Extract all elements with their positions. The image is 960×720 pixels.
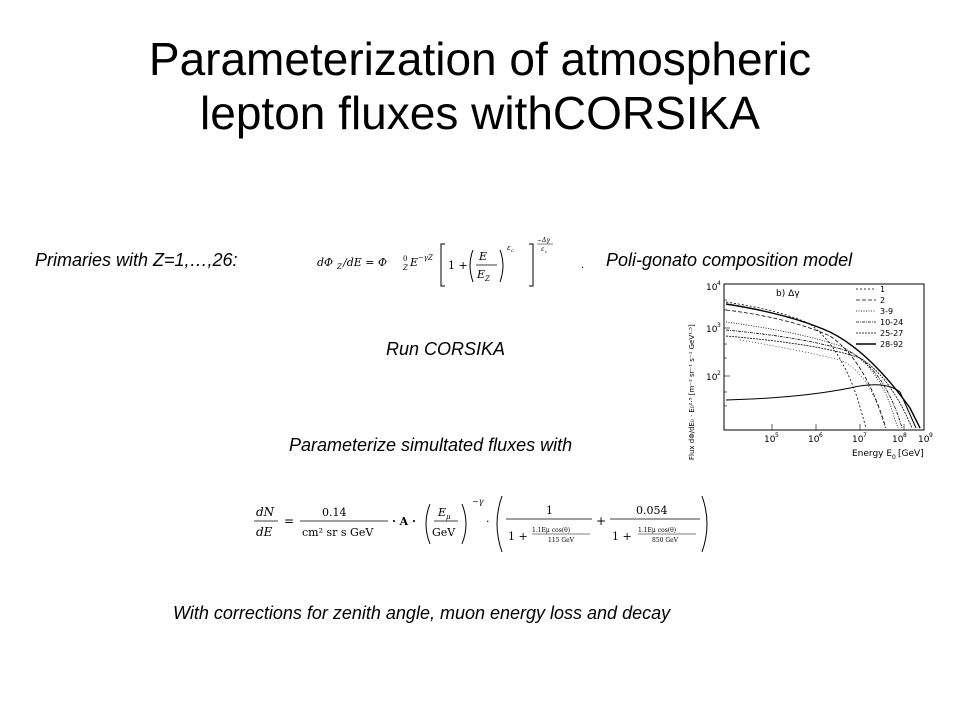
eq1-phi-sub: Z [403, 264, 408, 272]
eq2-dot-a: · A · [392, 515, 416, 528]
plot-ytick-base-1: 10 [706, 283, 718, 293]
eq2-dE: dE [256, 525, 273, 539]
eq1-frac-den-sub: Z [485, 275, 490, 283]
plot-xtick-exp-5: 9 [929, 432, 933, 439]
eq1-frac-den: E [477, 268, 486, 281]
eq1-outer-exp-num: −Δγ [537, 237, 550, 244]
eq2-t1-num: 1 [546, 504, 553, 517]
eq2-c1-num: 0.14 [322, 506, 347, 519]
parameterize-label: Parameterize simultated fluxes with [289, 435, 573, 455]
eq1-one-plus: 1 + [448, 259, 468, 272]
eq1-trailing-dot: . [581, 260, 585, 271]
primaries-label: Primaries with Z=1,…,26: [35, 250, 238, 270]
eq2-left-paren-2 [497, 496, 502, 552]
run-corsika-label: Run CORSIKA [386, 339, 506, 359]
eq2-dot2: · [486, 515, 490, 528]
eq1-frac-num: E [479, 250, 488, 263]
plot-xtick-exp-2: 6 [819, 432, 823, 439]
plot-ytick-exp-3: 2 [717, 370, 721, 377]
eq2-c1-den: cm² sr s GeV [302, 526, 374, 539]
eq1-e-exp: −γZ [418, 254, 433, 262]
plot-xtick-exp-3: 7 [863, 432, 867, 439]
eq1-lhs-sub: Z [337, 263, 342, 271]
eq2-emu-sub: μ [446, 513, 451, 521]
eq2-emu-num: E [438, 506, 447, 519]
eq2-right-paren-2 [702, 496, 707, 552]
plot-ytick-exp-1: 4 [717, 280, 721, 287]
eq1-eps-exp: ε [507, 244, 511, 252]
legend-1: 1 [880, 285, 886, 294]
legend-6: 28-92 [880, 340, 904, 349]
plot-xtick-base-4: 10 [892, 435, 904, 445]
eq1-right-paren [500, 250, 503, 282]
plot-ytick-exp-2: 3 [717, 322, 721, 329]
legend-4: 10-24 [880, 318, 904, 327]
eq1-outer-exp-den: ε [541, 246, 545, 253]
eq2-t1-inner-den: 115 GeV [548, 537, 575, 544]
legend-5: 25-27 [880, 329, 904, 338]
composition-label: Poli-gonato composition model [606, 250, 853, 270]
plot-xtick-exp-1: 5 [775, 432, 779, 439]
eq2-t2-num: 0.054 [636, 504, 668, 517]
plot-xtick-base-3: 10 [852, 435, 864, 445]
eq2-t2-den-one: 1 + [612, 530, 632, 543]
eq2-equals: = [284, 514, 295, 528]
plot-ytick-base-2: 10 [706, 325, 718, 335]
title-line-1: Parameterization of atmospheric [148, 33, 812, 85]
eq1-right-bracket [529, 244, 533, 286]
corrections-label: With corrections for zenith angle, muon energy loss and decay [173, 603, 671, 623]
eq1-slash: /dE = Φ [343, 256, 388, 269]
plot-x-label-sub: 0 [892, 454, 896, 461]
plot-y-label: Flux dΦ/dE₀ · E₀²·⁵ [m⁻² sr⁻¹ s⁻¹ GeV¹·⁵] [688, 324, 696, 460]
eq2-plus: + [596, 514, 607, 528]
legend-3: 3-9 [880, 307, 894, 316]
plot-xtick-base-5: 10 [918, 435, 930, 445]
eq2-gamma-exp: −γ [472, 497, 484, 506]
eq2-right-paren-1 [462, 504, 466, 544]
plot-x-label-unit: [GeV] [898, 449, 924, 459]
eq2-t2-inner-den: 850 GeV [652, 537, 679, 544]
plot-y-minor-ticks [724, 300, 730, 406]
eq1-lhs: dΦ [317, 256, 334, 269]
plot-xtick-base-2: 10 [808, 435, 820, 445]
eq1-eps-exp-sub: c [511, 248, 514, 254]
eq1-left-bracket [441, 244, 445, 286]
flux-plot [680, 280, 942, 472]
eq1-e: E [410, 256, 419, 269]
eq2-t2-inner-num: 1.1Eμ cos(θ) [638, 527, 677, 534]
eq2-dN: dN [256, 505, 275, 519]
plot-xtick-base-1: 10 [764, 435, 776, 445]
legend-2: 2 [880, 296, 886, 305]
plot-frame [724, 284, 924, 430]
eq2-emu-den: GeV [432, 526, 456, 539]
eq1-phi-sup: 0 [403, 255, 408, 263]
plot-xtick-exp-4: 8 [903, 432, 907, 439]
eq2-left-paren-1 [426, 504, 430, 544]
eq1-outer-exp-den-sub: c [545, 249, 548, 254]
flux-parameterization-equation [250, 492, 710, 556]
plot-x-label: Energy E [852, 449, 893, 459]
eq2-t1-den-one: 1 + [508, 530, 528, 543]
slide-title [0, 32, 960, 140]
plot-ytick-base-3: 10 [706, 373, 718, 383]
plot-panel-label: b) Δγ [776, 289, 800, 299]
spectrum-equation [313, 232, 587, 292]
title-line-2: lepton fluxes withCORSIKA [200, 87, 760, 139]
eq2-t1-inner-num: 1.1Eμ cos(θ) [532, 527, 571, 534]
plot-legend [856, 285, 903, 349]
eq1-left-paren [470, 250, 473, 282]
